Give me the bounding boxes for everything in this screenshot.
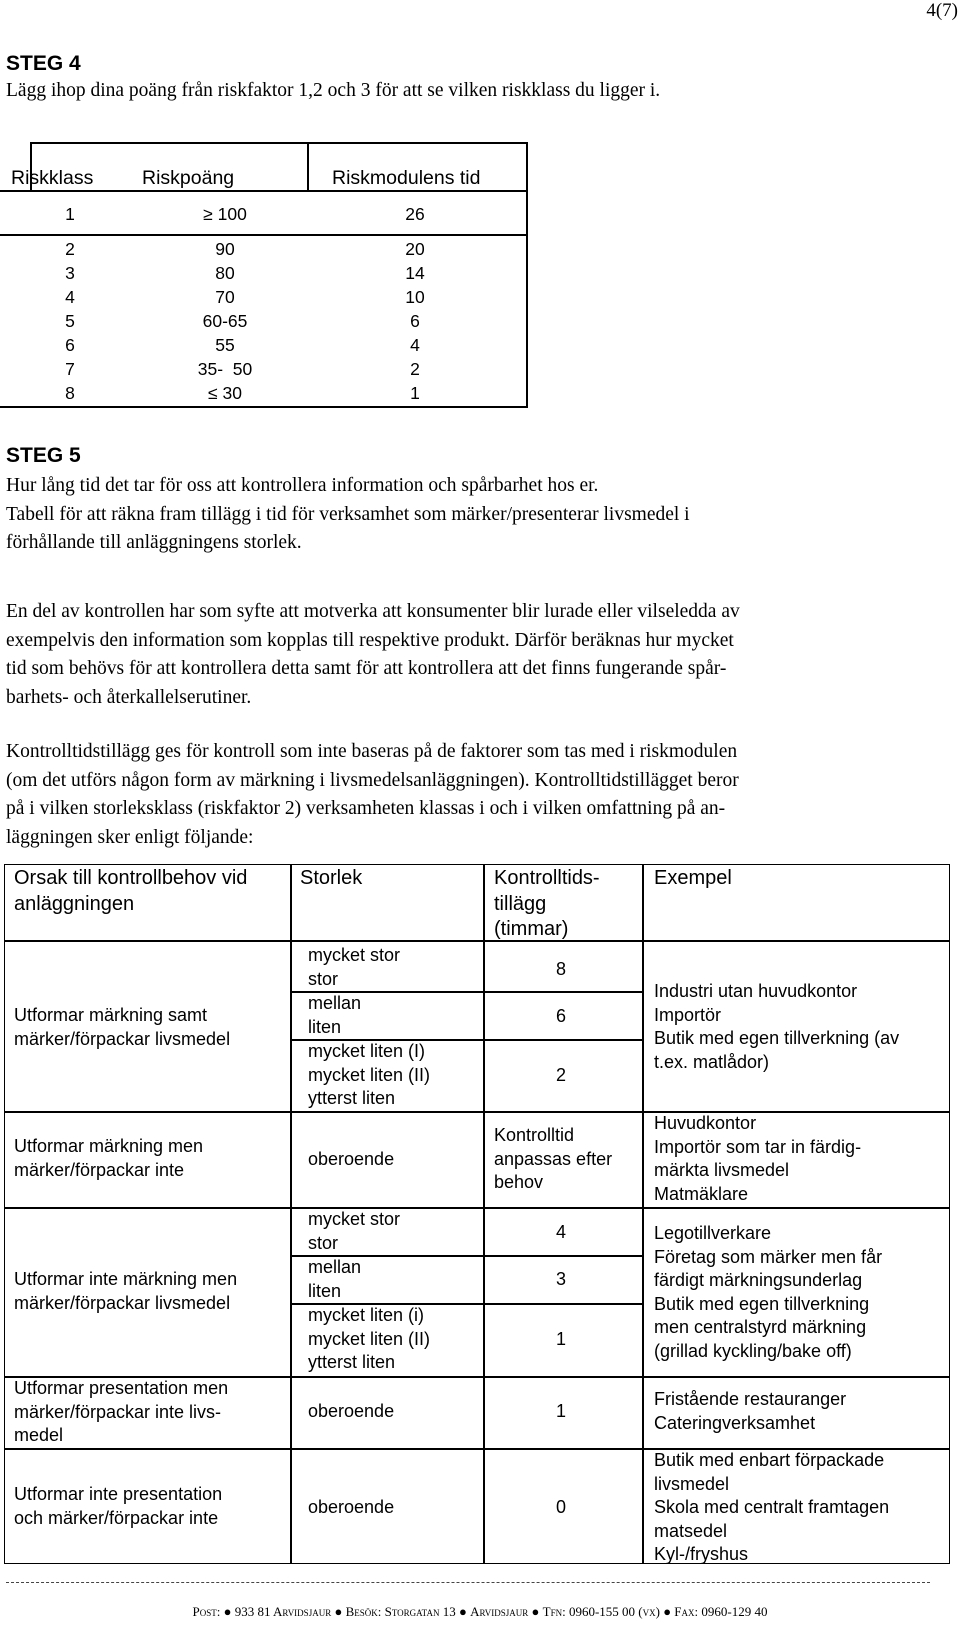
text-line: mycket stor bbox=[308, 945, 401, 965]
text-line: barhets- och återkallelserutiner. bbox=[6, 686, 252, 708]
text-line: Utformar inte presentation bbox=[14, 1484, 223, 1504]
risk-table-header-rule bbox=[0, 190, 527, 192]
risk-cell: ≤ 30 bbox=[208, 383, 242, 403]
text-line: märker/förpackar livsmedel bbox=[14, 1292, 231, 1313]
text-line: mellan bbox=[308, 1257, 362, 1277]
risk-cell: 4 bbox=[410, 335, 420, 355]
text-line: förhållande till anläggningens storlek. bbox=[6, 532, 302, 553]
risk-cell: 10 bbox=[405, 287, 425, 307]
steg4-text: Lägg ihop dina poäng från riskfaktor 1,2 och 3 för att se vilken riskklass du ligger i. bbox=[6, 80, 661, 101]
text-line: Industri utan huvudkontor bbox=[654, 981, 858, 1001]
footer-post: 933 81 Arvidsjaur bbox=[234, 1604, 332, 1619]
text-line: Utformar märkning men bbox=[14, 1136, 204, 1156]
row4-storlek: oberoende bbox=[308, 1401, 395, 1421]
text-line: Butik med egen tillverkning (av bbox=[654, 1028, 900, 1048]
row1-storlek-c bbox=[308, 1040, 430, 1111]
bullet-icon: ● bbox=[334, 1604, 343, 1619]
text-line: mycket liten (II) bbox=[308, 1328, 431, 1349]
footer-rule bbox=[6, 1582, 930, 1583]
risk-table-right-border bbox=[526, 142, 528, 408]
steg4-heading: STEG 4 bbox=[6, 52, 81, 75]
row3-tillagg-a: 4 bbox=[556, 1222, 567, 1242]
risk-cell: 6 bbox=[65, 335, 75, 355]
risk-cell: 35- 50 bbox=[197, 359, 253, 379]
row1-tillagg-c: 2 bbox=[556, 1065, 567, 1085]
text-line: tid som behövs för att kontrollera detta samt för att kontrollera att det finns fungerande spår- bbox=[6, 658, 727, 679]
footer-besok-label: Besök: bbox=[345, 1604, 382, 1619]
kontroll-col-divider bbox=[290, 864, 292, 1564]
footer-besok-ort: Arvidsjaur bbox=[470, 1604, 529, 1619]
risk-cell: 1 bbox=[410, 383, 420, 403]
risk-cell: 3 bbox=[65, 263, 75, 283]
bullet-icon: ● bbox=[223, 1604, 232, 1619]
text-line: (grillad kyckling/bake off) bbox=[654, 1340, 852, 1361]
text-line: (timmar) bbox=[494, 918, 569, 940]
text-line: anläggningen bbox=[14, 892, 135, 915]
footer-besok: Storgatan 13 bbox=[384, 1604, 456, 1619]
text-line: liten bbox=[308, 1280, 342, 1301]
row5-exempel bbox=[654, 1449, 889, 1567]
risk-cell: 60-65 bbox=[202, 311, 248, 331]
text-line: medel bbox=[14, 1425, 64, 1445]
text-line: Fristående restauranger bbox=[654, 1389, 847, 1409]
footer-tfn: 0960-155 00 (vx) bbox=[568, 1604, 660, 1619]
text-line: färdigt märkningsunderlag bbox=[654, 1270, 863, 1290]
row5-tillagg: 0 bbox=[556, 1497, 567, 1517]
text-line: märker/förpackar inte livs- bbox=[14, 1401, 222, 1422]
text-line: Utformar märkning samt bbox=[14, 1005, 208, 1025]
page-number: 4(7) bbox=[926, 0, 958, 21]
text-line: Matmäklare bbox=[654, 1183, 749, 1204]
text-line: Kontrolltid bbox=[494, 1125, 575, 1145]
risk-cell: 8 bbox=[65, 383, 75, 403]
text-line: Cateringverksamhet bbox=[654, 1412, 816, 1433]
text-line: märker/förpackar inte bbox=[14, 1159, 185, 1180]
text-line: Butik med egen tillverkning bbox=[654, 1293, 870, 1314]
risk-cell: 26 bbox=[405, 204, 425, 224]
text-line: Importör bbox=[654, 1004, 722, 1025]
header-storlek: Storlek bbox=[300, 867, 363, 889]
text-line: Butik med enbart förpackade bbox=[654, 1450, 885, 1470]
text-line: Kontrolltids- bbox=[494, 867, 600, 889]
row2-orsak bbox=[14, 1135, 203, 1182]
row2-exempel bbox=[654, 1112, 861, 1206]
row3-storlek-b bbox=[308, 1256, 361, 1303]
row1-orsak bbox=[14, 1004, 230, 1051]
text-line: anpassas efter bbox=[494, 1148, 613, 1169]
text-line: behov bbox=[494, 1172, 544, 1192]
risk-header-riskklass: Riskklass bbox=[11, 167, 94, 189]
text-line: på i vilken storleksklass (riskfaktor 2) verksamheten klassas i och i vilken omfattning på an- bbox=[6, 798, 726, 819]
row4-orsak bbox=[14, 1377, 228, 1448]
footer-post-label: Post: bbox=[192, 1604, 221, 1619]
text-line: Orsak till kontrollbehov vid bbox=[14, 867, 248, 889]
risk-cell: 55 bbox=[215, 335, 235, 355]
row4-tillagg: 1 bbox=[556, 1401, 567, 1421]
bullet-icon: ● bbox=[458, 1604, 467, 1619]
footer bbox=[0, 1604, 960, 1620]
bullet-icon: ● bbox=[531, 1604, 540, 1619]
risk-cell: 2 bbox=[65, 239, 75, 259]
text-line: märkta livsmedel bbox=[654, 1160, 790, 1180]
risk-cell: 1 bbox=[65, 204, 75, 224]
footer-tfn-label: Tfn: bbox=[542, 1604, 566, 1619]
footer-fax: 0960-129 40 bbox=[701, 1604, 768, 1619]
risk-cell: 20 bbox=[405, 239, 425, 259]
kontroll-col-divider bbox=[483, 864, 485, 1564]
row3-exempel bbox=[654, 1222, 882, 1363]
row1-storlek-a bbox=[308, 944, 400, 991]
risk-cell: 70 bbox=[215, 287, 235, 307]
text-line: mycket liten (I) bbox=[308, 1041, 426, 1061]
text-line: Huvudkontor bbox=[654, 1113, 757, 1133]
row1-exempel bbox=[654, 980, 899, 1074]
row1-storlek-b bbox=[308, 992, 361, 1039]
text-line: Utformar presentation men bbox=[14, 1378, 229, 1398]
risk-table-bottom-border bbox=[0, 406, 527, 408]
risk-table-col-divider bbox=[307, 142, 309, 190]
row2-storlek: oberoende bbox=[308, 1149, 395, 1169]
risk-cell: 6 bbox=[410, 311, 420, 331]
row2-tillagg bbox=[494, 1124, 612, 1195]
risk-cell: 2 bbox=[410, 359, 420, 379]
risk-header-riskmodulens-tid: Riskmodulens tid bbox=[332, 167, 481, 189]
row3-orsak bbox=[14, 1268, 237, 1315]
row4-exempel bbox=[654, 1388, 846, 1435]
text-line: Kontrolltidstillägg ges för kontroll som inte baseras på de faktorer som tas med i riskmodulen bbox=[6, 741, 738, 762]
risk-cell: ≥ 100 bbox=[203, 204, 247, 224]
row1-tillagg-a: 8 bbox=[556, 959, 567, 979]
risk-cell: 4 bbox=[65, 287, 75, 307]
risk-cell: 7 bbox=[65, 359, 75, 379]
text-line: mellan bbox=[308, 993, 362, 1013]
text-line: Skola med centralt framtagen bbox=[654, 1497, 890, 1517]
text-line: (om det utförs någon form av märkning i livsmedelsanläggningen). Kontrolltidstillägget beror bbox=[6, 769, 739, 791]
risk-cell: 80 bbox=[215, 263, 235, 283]
risk-table-top-border bbox=[30, 142, 526, 144]
kontroll-row-rule bbox=[4, 940, 950, 942]
header-orsak bbox=[14, 866, 247, 917]
text-line: Hur lång tid det tar för oss att kontrollera information och spårbarhet hos er. bbox=[6, 475, 599, 496]
text-line: En del av kontrollen har som syfte att motverka att konsumenter blir lurade eller vilseledda av bbox=[6, 601, 740, 622]
footer-fax-label: Fax: bbox=[674, 1604, 699, 1619]
row3-storlek-c bbox=[308, 1304, 430, 1375]
text-line: Företag som märker men får bbox=[654, 1246, 883, 1267]
risk-cell: 5 bbox=[65, 311, 75, 331]
risk-cell: 14 bbox=[405, 263, 425, 283]
text-line: mycket liten (II) bbox=[308, 1064, 431, 1085]
text-line: mycket liten (i) bbox=[308, 1305, 425, 1325]
text-line: Utformar inte märkning men bbox=[14, 1269, 238, 1289]
risk-header-riskpoang: Riskpoäng bbox=[142, 167, 235, 189]
text-line: t.ex. matlådor) bbox=[654, 1051, 770, 1072]
text-line: ytterst liten bbox=[308, 1352, 396, 1372]
text-line: Importör som tar in färdig- bbox=[654, 1136, 862, 1157]
text-line: ytterst liten bbox=[308, 1088, 396, 1108]
text-line: stor bbox=[308, 968, 339, 989]
row3-tillagg-b: 3 bbox=[556, 1269, 567, 1289]
paragraph-1 bbox=[6, 598, 936, 712]
row5-orsak bbox=[14, 1483, 222, 1530]
bullet-icon: ● bbox=[663, 1604, 672, 1619]
text-line: stor bbox=[308, 1232, 339, 1253]
kontroll-col-divider bbox=[642, 864, 644, 1564]
steg5-text bbox=[6, 472, 936, 558]
text-line: Legotillverkare bbox=[654, 1223, 772, 1243]
row3-storlek-a bbox=[308, 1208, 400, 1255]
header-tillagg bbox=[494, 866, 600, 943]
paragraph-2 bbox=[6, 738, 936, 852]
text-line: tillägg bbox=[494, 892, 547, 915]
row5-storlek: oberoende bbox=[308, 1497, 395, 1517]
risk-table-row1-rule bbox=[0, 234, 527, 236]
risk-cell: 90 bbox=[215, 239, 235, 259]
text-line: läggningen sker enligt följande: bbox=[6, 826, 254, 848]
text-line: märker/förpackar livsmedel bbox=[14, 1028, 231, 1049]
text-line: livsmedel bbox=[654, 1473, 730, 1494]
kontroll-row-rule bbox=[4, 1207, 950, 1209]
text-line: matsedel bbox=[654, 1520, 728, 1541]
steg5-heading: STEG 5 bbox=[6, 444, 81, 467]
text-line: Kyl-/fryshus bbox=[654, 1544, 749, 1564]
text-line: men centralstyrd märkning bbox=[654, 1317, 867, 1337]
text-line: mycket stor bbox=[308, 1209, 401, 1229]
text-line: och märker/förpackar inte bbox=[14, 1507, 219, 1528]
text-line: exempelvis den information som kopplas till respektive produkt. Därför beräknas hur mycket bbox=[6, 629, 734, 651]
header-exempel: Exempel bbox=[654, 867, 732, 889]
text-line: Tabell för att räkna fram tillägg i tid för verksamhet som märker/presenterar livsmedel i bbox=[6, 503, 690, 525]
row3-tillagg-c: 1 bbox=[556, 1329, 567, 1349]
text-line: liten bbox=[308, 1016, 342, 1037]
row1-tillagg-b: 6 bbox=[556, 1006, 567, 1026]
